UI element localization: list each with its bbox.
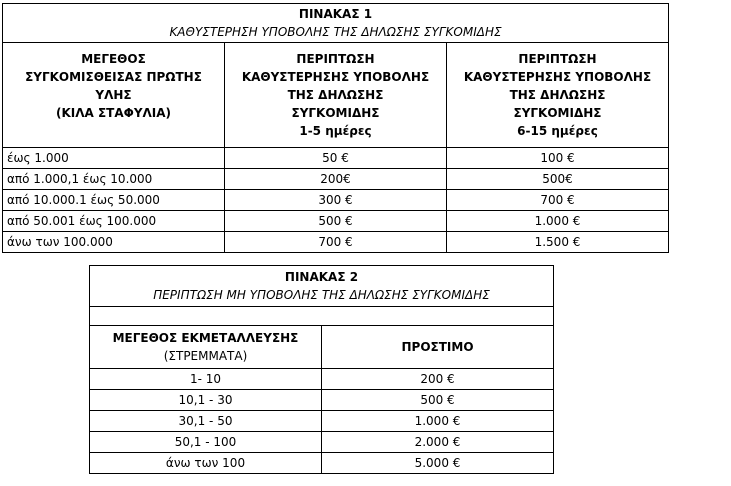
table1-cell-fine-1-5: 300 € xyxy=(225,190,447,211)
table2-header-fine: ΠΡΟΣΤΙΜΟ xyxy=(322,326,554,369)
table-row xyxy=(3,190,669,211)
table1-cell-size: έως 1.000 xyxy=(3,148,225,169)
table1-cell-fine-6-15: 1.500 € xyxy=(447,232,669,253)
table1-cell-fine-6-15: 700 € xyxy=(447,190,669,211)
table2-title-row xyxy=(90,266,554,307)
table2-cell-size: 30,1 - 50 xyxy=(90,411,322,432)
table-row xyxy=(90,369,554,390)
table2-header-size: ΜΕΓΕΘΟΣ ΕΚΜΕΤΑΛΛΕΥΣΗΣ (ΣΤΡΕΜΜΑΤΑ) xyxy=(90,326,322,369)
table-row xyxy=(3,148,669,169)
table2-cell-fine: 1.000 € xyxy=(322,411,554,432)
table1-header-6-15-days: ΠΕΡΙΠΤΩΣΗ ΚΑΘΥΣΤΕΡΗΣΗΣ ΥΠΟΒΟΛΗΣ ΤΗΣ ΔΗΛΩΣΗΣ ΣΥΓΚΟΜΙΔΗΣ 6-15 ημέρες xyxy=(447,43,669,148)
table-row xyxy=(3,169,669,190)
table2-cell-fine: 500 € xyxy=(322,390,554,411)
table2-cell-size: 10,1 - 30 xyxy=(90,390,322,411)
penalty-table-non-submission xyxy=(89,265,554,474)
table2-cell-fine: 200 € xyxy=(322,369,554,390)
table-row xyxy=(3,211,669,232)
table2-cell-size: 1- 10 xyxy=(90,369,322,390)
table1-cell-fine-1-5: 500 € xyxy=(225,211,447,232)
table2-spacer-cell xyxy=(90,307,554,326)
table-row xyxy=(90,390,554,411)
table-row xyxy=(3,232,669,253)
table1-cell-fine-6-15: 100 € xyxy=(447,148,669,169)
table1-header-size: ΜΕΓΕΘΟΣ ΣΥΓΚΟΜΙΣΘΕΙΣΑΣ ΠΡΩΤΗΣ ΥΛΗΣ (ΚΙΛΑ ΣΤΑΦΥΛΙΑ) xyxy=(3,43,225,148)
table1-header-row xyxy=(3,43,669,148)
table2-title-cell xyxy=(90,266,554,307)
table2-cell-size: 50,1 - 100 xyxy=(90,432,322,453)
table1-cell-size: από 10.000.1 έως 50.000 xyxy=(3,190,225,211)
table1-cell-size: από 1.000,1 έως 10.000 xyxy=(3,169,225,190)
table2-title: ΠΙΝΑΚΑΣ 2 xyxy=(284,270,359,284)
table2-subtitle: ΠΕΡΙΠΤΩΣΗ ΜΗ ΥΠΟΒΟΛΗΣ ΤΗΣ ΔΗΛΩΣΗΣ ΣΥΓΚΟΜΙΔΗΣ xyxy=(153,288,490,302)
table-row xyxy=(90,432,554,453)
table1-cell-size: άνω των 100.000 xyxy=(3,232,225,253)
table1-cell-fine-6-15: 500€ xyxy=(447,169,669,190)
table1-cell-fine-1-5: 200€ xyxy=(225,169,447,190)
table-row xyxy=(90,453,554,474)
table2-cell-fine: 2.000 € xyxy=(322,432,554,453)
table1-title-cell xyxy=(3,4,669,43)
table2-cell-size: άνω των 100 xyxy=(90,453,322,474)
table1-cell-fine-1-5: 700 € xyxy=(225,232,447,253)
table1-cell-fine-1-5: 50 € xyxy=(225,148,447,169)
table-row xyxy=(90,411,554,432)
table1-title-row xyxy=(3,4,669,43)
table1-cell-size: από 50.001 έως 100.000 xyxy=(3,211,225,232)
table2-spacer-row xyxy=(90,307,554,326)
table2-cell-fine: 5.000 € xyxy=(322,453,554,474)
table1-subtitle: ΚΑΘΥΣΤΕΡΗΣΗ ΥΠΟΒΟΛΗΣ ΤΗΣ ΔΗΛΩΣΗΣ ΣΥΓΚΟΜΙΔΗΣ xyxy=(169,25,502,39)
table1-cell-fine-6-15: 1.000 € xyxy=(447,211,669,232)
penalty-table-late-submission xyxy=(2,3,669,253)
table2-header-row xyxy=(90,326,554,369)
table1-title: ΠΙΝΑΚΑΣ 1 xyxy=(298,7,373,21)
table1-header-1-5-days: ΠΕΡΙΠΤΩΣΗ ΚΑΘΥΣΤΕΡΗΣΗΣ ΥΠΟΒΟΛΗΣ ΤΗΣ ΔΗΛΩΣΗΣ ΣΥΓΚΟΜΙΔΗΣ 1-5 ημέρες xyxy=(225,43,447,148)
